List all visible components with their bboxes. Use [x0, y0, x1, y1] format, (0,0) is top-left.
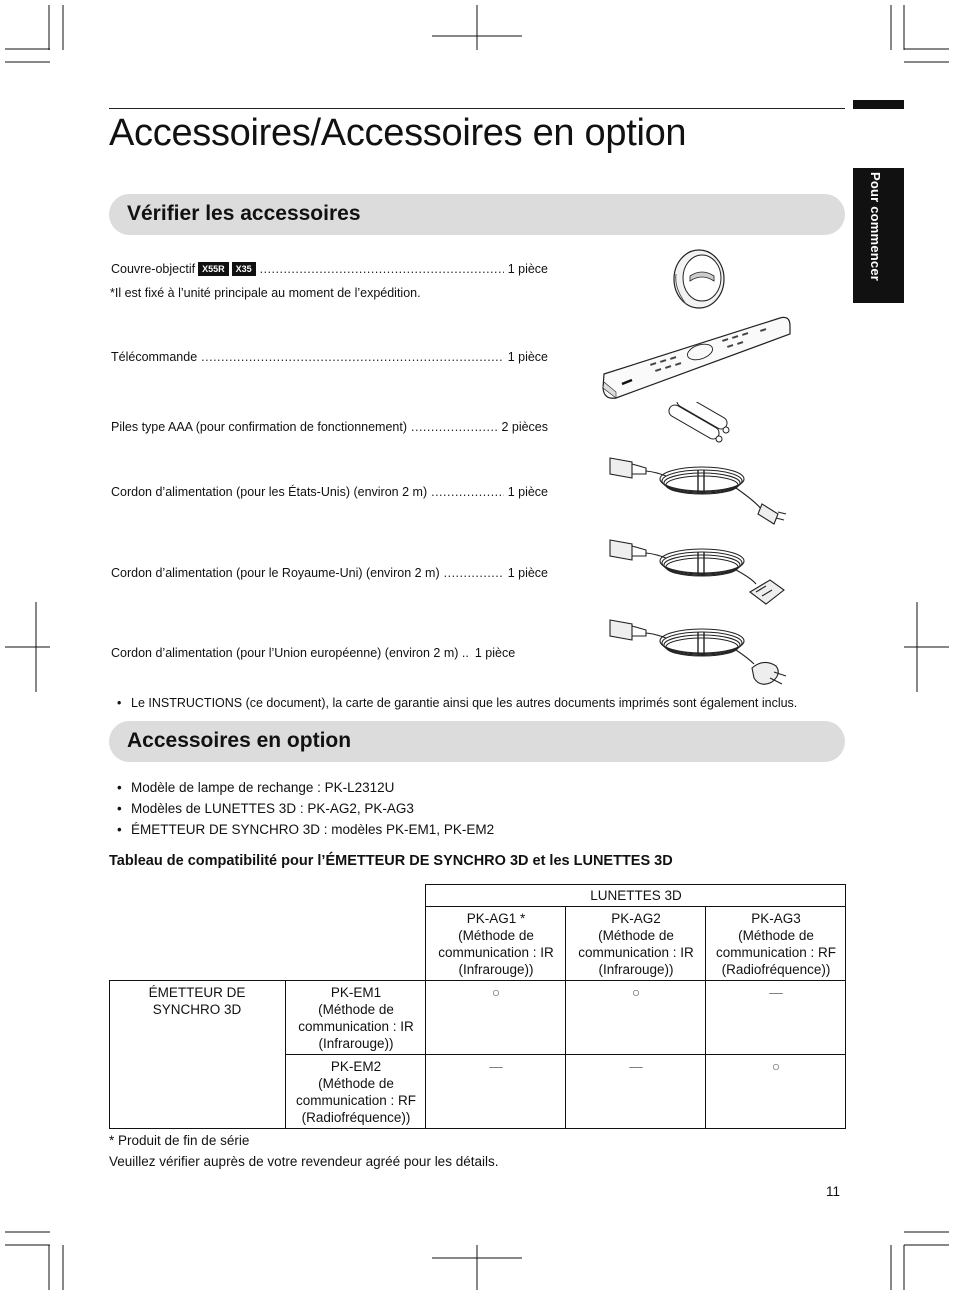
- accessory-label: Télécommande: [111, 350, 198, 364]
- emitter-row-pk-em2: PK-EM2 (Méthode de communication : RF (Radiofréquence)): [295, 1059, 417, 1125]
- leader-dots: [431, 485, 504, 499]
- lens-cap-icon: [670, 248, 726, 310]
- option-bullet-text: Modèle de lampe de rechange : PK-L2312U: [131, 780, 395, 795]
- leader-dots: [260, 262, 504, 276]
- bullet-dot: •: [117, 822, 122, 837]
- compat-cell: —: [489, 1059, 503, 1074]
- section-heading-options: [109, 721, 845, 762]
- compat-cell: ○: [491, 985, 501, 1000]
- accessory-label: Cordon d’alimentation (pour l’Union européenne) (environ 2 m) ..: [111, 646, 469, 660]
- accessory-qty: 1 pièce: [507, 350, 548, 364]
- documents-note: [111, 696, 797, 710]
- option-bullet-glasses: [111, 801, 414, 816]
- footnote-discontinued: * Produit de fin de série: [109, 1133, 250, 1148]
- lens-cap-note: *Il est fixé à l’unité principale au moment de l’expédition.: [110, 286, 421, 300]
- us-power-cord-icon: [606, 452, 788, 528]
- accessory-label: Cordon d’alimentation (pour le Royaume-Uni) (environ 2 m): [111, 566, 440, 580]
- accessory-label: Piles type AAA (pour confirmation de fonctionnement): [111, 420, 407, 434]
- option-bullet-emitter: [111, 822, 494, 837]
- title-rule: [109, 108, 845, 109]
- footnote-dealer: Veuillez vérifier auprès de votre revendeur agréé pour les détails.: [109, 1154, 499, 1169]
- model-badge-x55r: X55R: [198, 262, 229, 276]
- page-number: 11: [826, 1184, 841, 1199]
- leader-dots: [201, 350, 504, 364]
- accessory-label: Cordon d’alimentation (pour les États-Unis) (environ 2 m): [111, 485, 428, 499]
- chapter-marker: [853, 100, 904, 109]
- accessory-row-lens-cap: [111, 262, 548, 276]
- documents-note-text: Le INSTRUCTIONS (ce document), la carte de garantie ainsi que les autres documents imprimés sont également inclus.: [131, 696, 798, 710]
- bullet-dot: •: [117, 780, 122, 795]
- aaa-batteries-icon: [664, 402, 730, 448]
- accessory-label: Couvre-objectif: [111, 262, 196, 276]
- compat-cell: ○: [631, 985, 641, 1000]
- compat-table-title: Tableau de compatibilité pour l’ÉMETTEUR DE SYNCHRO 3D et les LUNETTES 3D: [109, 853, 673, 869]
- accessory-row-eu-cord: [111, 646, 548, 660]
- leader-dots: [444, 566, 504, 580]
- compat-cell: —: [629, 1059, 643, 1074]
- page-title: Accessoires/Accessoires en option: [109, 112, 687, 154]
- eu-power-cord-icon: [606, 614, 788, 690]
- glasses-header: LUNETTES 3D: [590, 888, 682, 903]
- accessory-qty: 1 pièce: [507, 566, 548, 580]
- bullet-dot: •: [117, 801, 122, 816]
- accessory-qty: 1 pièce: [507, 262, 548, 276]
- glasses-col-pk-ag2: PK-AG2 (Méthode de communication : IR (Infrarouge)): [578, 911, 694, 977]
- uk-power-cord-icon: [606, 534, 788, 610]
- side-tab-label: Pour commencer: [868, 172, 883, 282]
- accessory-qty: 1 pièce: [474, 646, 516, 660]
- leader-dots: [411, 420, 497, 434]
- option-bullet-text: Modèles de LUNETTES 3D : PK-AG2, PK-AG3: [131, 801, 414, 816]
- glasses-col-pk-ag3: PK-AG3 (Méthode de communication : RF (Radiofréquence)): [715, 911, 837, 977]
- bullet-dot: •: [117, 696, 122, 710]
- side-tab: [853, 168, 904, 303]
- emitter-row-pk-em1: PK-EM1 (Méthode de communication : IR (Infrarouge)): [298, 985, 414, 1051]
- option-bullet-text: ÉMETTEUR DE SYNCHRO 3D : modèles PK-EM1, PK-EM2: [131, 822, 495, 837]
- compat-table: [109, 884, 846, 1129]
- accessory-qty: 1 pièce: [507, 485, 548, 499]
- model-badge-x35: X35: [232, 262, 256, 276]
- section-heading-check: [109, 194, 845, 235]
- compat-cell: —: [769, 985, 783, 1000]
- accessory-row-remote: [111, 350, 548, 364]
- compat-cell: ○: [771, 1059, 781, 1074]
- emitter-header: ÉMETTEUR DE SYNCHRO 3D: [148, 985, 246, 1017]
- option-bullet-lamp: [111, 780, 394, 795]
- section-heading-options-text: Accessoires en option: [127, 729, 352, 752]
- glasses-col-pk-ag1: PK-AG1 * (Méthode de communication : IR (Infrarouge)): [438, 911, 554, 977]
- remote-control-icon: [600, 312, 792, 400]
- accessory-row-batteries: [111, 420, 548, 434]
- accessory-row-uk-cord: [111, 566, 548, 580]
- section-heading-check-text: Vérifier les accessoires: [127, 202, 361, 225]
- accessory-row-us-cord: [111, 485, 548, 499]
- accessory-qty: 2 pièces: [501, 420, 548, 434]
